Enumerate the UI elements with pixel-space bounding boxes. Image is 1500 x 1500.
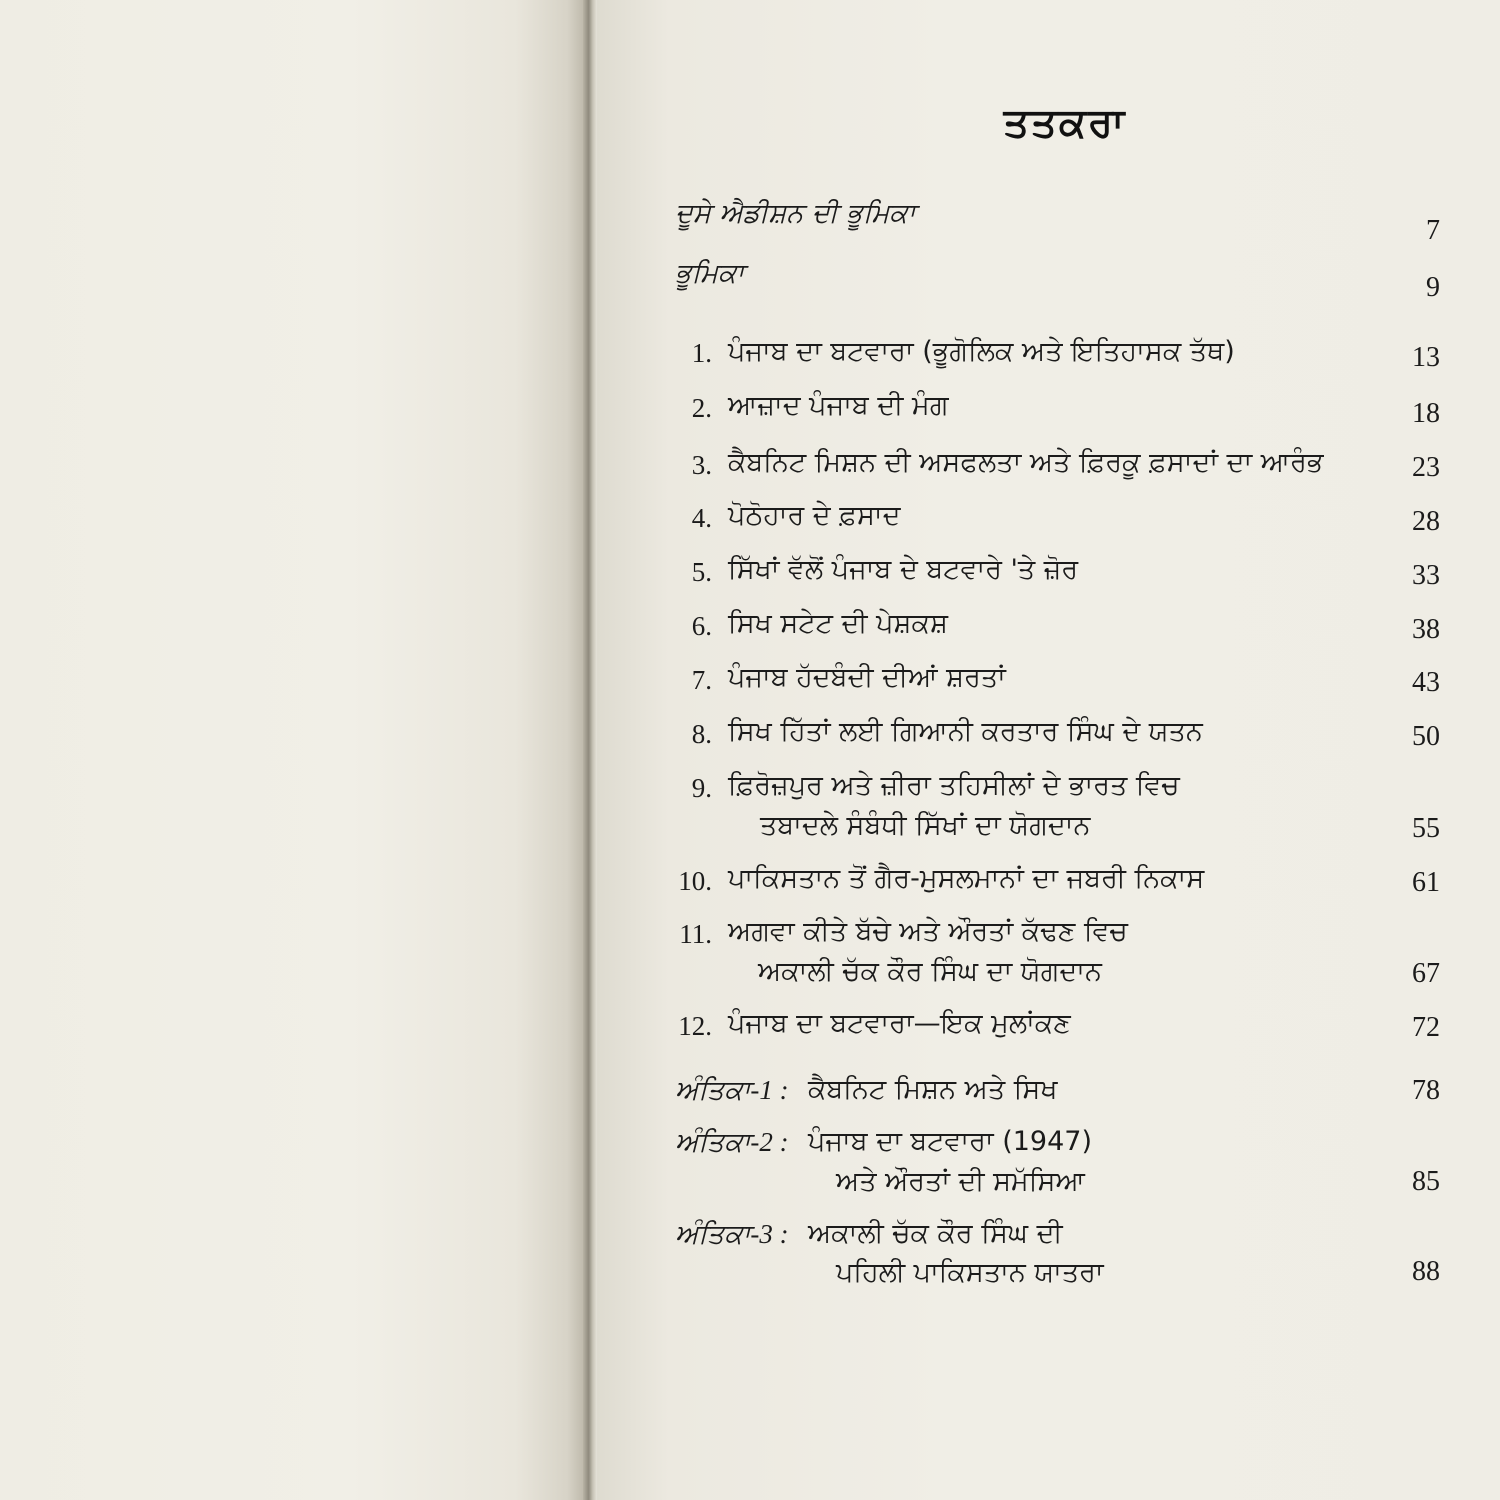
chapter-page: 33	[1412, 560, 1440, 591]
appendix-title-continued: ਅਤੇ ਔਰਤਾਂ ਦੀ ਸਮੱਸਿਆ	[836, 1166, 1085, 1197]
chapter-page: 72	[1412, 1012, 1440, 1043]
chapter-title: ਕੈਬਨਿਟ ਮਿਸ਼ਨ ਦੀ ਅਸਫਲਤਾ ਅਤੇ ਫ਼ਿਰਕੂ ਫ਼ਸਾਦਾਂ ਦਾ ਆਰੰਭ	[728, 447, 1324, 478]
chapter-number: 7.	[691, 665, 712, 695]
chapter-number: 9.	[691, 773, 712, 803]
appendix-page: 88	[1412, 1256, 1440, 1287]
chapter-page: 61	[1412, 867, 1440, 898]
entry-title: ਭੂਮਿਕਾ	[675, 258, 745, 289]
chapter-title-continued: ਤਬਾਦਲੇ ਸੰਬੰਧੀ ਸਿੱਖਾਂ ਦਾ ਯੋਗਦਾਨ	[760, 810, 1091, 841]
appendix-title: ਪੰਜਾਬ ਦਾ ਬਟਵਾਰਾ (1947)	[808, 1126, 1092, 1157]
chapter-number: 10.	[678, 866, 712, 896]
chapter-number: 5.	[691, 557, 712, 587]
appendix-label: ਅੰਤਿਕਾ-2 :	[675, 1127, 789, 1157]
left-page	[0, 0, 585, 1500]
chapter-page: 55	[1412, 813, 1440, 844]
appendix-label: ਅੰਤਿਕਾ-1 :	[675, 1075, 789, 1105]
book-gutter	[583, 0, 597, 1500]
chapter-number: 11.	[679, 919, 712, 949]
chapter-page: 23	[1412, 452, 1440, 483]
appendix-title-continued: ਪਹਿਲੀ ਪਾਕਿਸਤਾਨ ਯਾਤਰਾ	[836, 1257, 1104, 1288]
chapter-number: 3.	[691, 450, 712, 480]
chapter-page: 28	[1412, 506, 1440, 537]
chapter-page: 50	[1412, 721, 1440, 752]
chapter-number: 8.	[691, 719, 712, 749]
chapter-page: 18	[1412, 398, 1440, 429]
chapter-title: ਸਿੱਖਾਂ ਵੱਲੋਂ ਪੰਜਾਬ ਦੇ ਬਟਵਾਰੇ 'ਤੇ ਜ਼ੋਰ	[728, 554, 1079, 585]
chapter-title: ਪੰਜਾਬ ਦਾ ਬਟਵਾਰਾ (ਭੂਗੋਲਿਕ ਅਤੇ ਇਤਿਹਾਸਕ ਤੱਥ)	[728, 336, 1235, 367]
entry-page: 7	[1426, 215, 1440, 246]
entry-page: 9	[1426, 272, 1440, 303]
appendix-label: ਅੰਤਿਕਾ-3 :	[675, 1219, 789, 1249]
chapter-title: ਪੰਜਾਬ ਹੱਦਬੰਦੀ ਦੀਆਂ ਸ਼ਰਤਾਂ	[728, 662, 1006, 693]
chapter-title: ਅਗਵਾ ਕੀਤੇ ਬੱਚੇ ਅਤੇ ਔਰਤਾਂ ਕੱਢਣ ਵਿਚ	[728, 916, 1128, 947]
chapter-title-continued: ਅਕਾਲੀ ਚੱਕ ਕੌਰ ਸਿੰਘ ਦਾ ਯੋਗਦਾਨ	[758, 956, 1102, 987]
chapter-number: 6.	[691, 611, 712, 641]
chapter-page: 13	[1412, 342, 1440, 373]
chapter-number: 4.	[691, 503, 712, 533]
chapter-title: ਸਿਖ ਸਟੇਟ ਦੀ ਪੇਸ਼ਕਸ਼	[728, 608, 948, 639]
chapter-title: ਪੰਜਾਬ ਦਾ ਬਟਵਾਰਾ—ਇਕ ਮੁਲਾਂਕਣ	[728, 1008, 1071, 1039]
chapter-title: ਆਜ਼ਾਦ ਪੰਜਾਬ ਦੀ ਮੰਗ	[728, 390, 949, 421]
chapter-page: 38	[1412, 614, 1440, 645]
appendix-page: 78	[1412, 1075, 1440, 1106]
appendix-title: ਅਕਾਲੀ ਚੱਕ ਕੌਰ ਸਿੰਘ ਦੀ	[808, 1218, 1063, 1249]
chapter-page: 43	[1412, 667, 1440, 698]
toc-heading: ਤਤਕਰਾ	[1003, 100, 1127, 146]
entry-title: ਦੂਸੇ ਐਡੀਸ਼ਨ ਦੀ ਭੂਮਿਕਾ	[675, 198, 916, 229]
chapter-title: ਪੋਠੋਹਾਰ ਦੇ ਫ਼ਸਾਦ	[728, 500, 901, 531]
appendix-title: ਕੈਬਨਿਟ ਮਿਸ਼ਨ ਅਤੇ ਸਿਖ	[808, 1074, 1058, 1105]
chapter-page: 67	[1412, 958, 1440, 989]
chapter-title: ਫ਼ਿਰੋਜ਼ਪੁਰ ਅਤੇ ਜ਼ੀਰਾ ਤਹਿਸੀਲਾਂ ਦੇ ਭਾਰਤ ਵਿਚ	[728, 770, 1180, 801]
chapter-number: 12.	[678, 1011, 712, 1041]
chapter-number: 2.	[691, 393, 712, 423]
appendix-page: 85	[1412, 1166, 1440, 1197]
chapter-title: ਪਾਕਿਸਤਾਨ ਤੋਂ ਗੈਰ-ਮੁਸਲਮਾਨਾਂ ਦਾ ਜਬਰੀ ਨਿਕਾਸ	[728, 863, 1205, 894]
chapter-number: 1.	[691, 338, 712, 368]
chapter-title: ਸਿਖ ਹਿੱਤਾਂ ਲਈ ਗਿਆਨੀ ਕਰਤਾਰ ਸਿੰਘ ਦੇ ਯਤਨ	[728, 716, 1203, 747]
